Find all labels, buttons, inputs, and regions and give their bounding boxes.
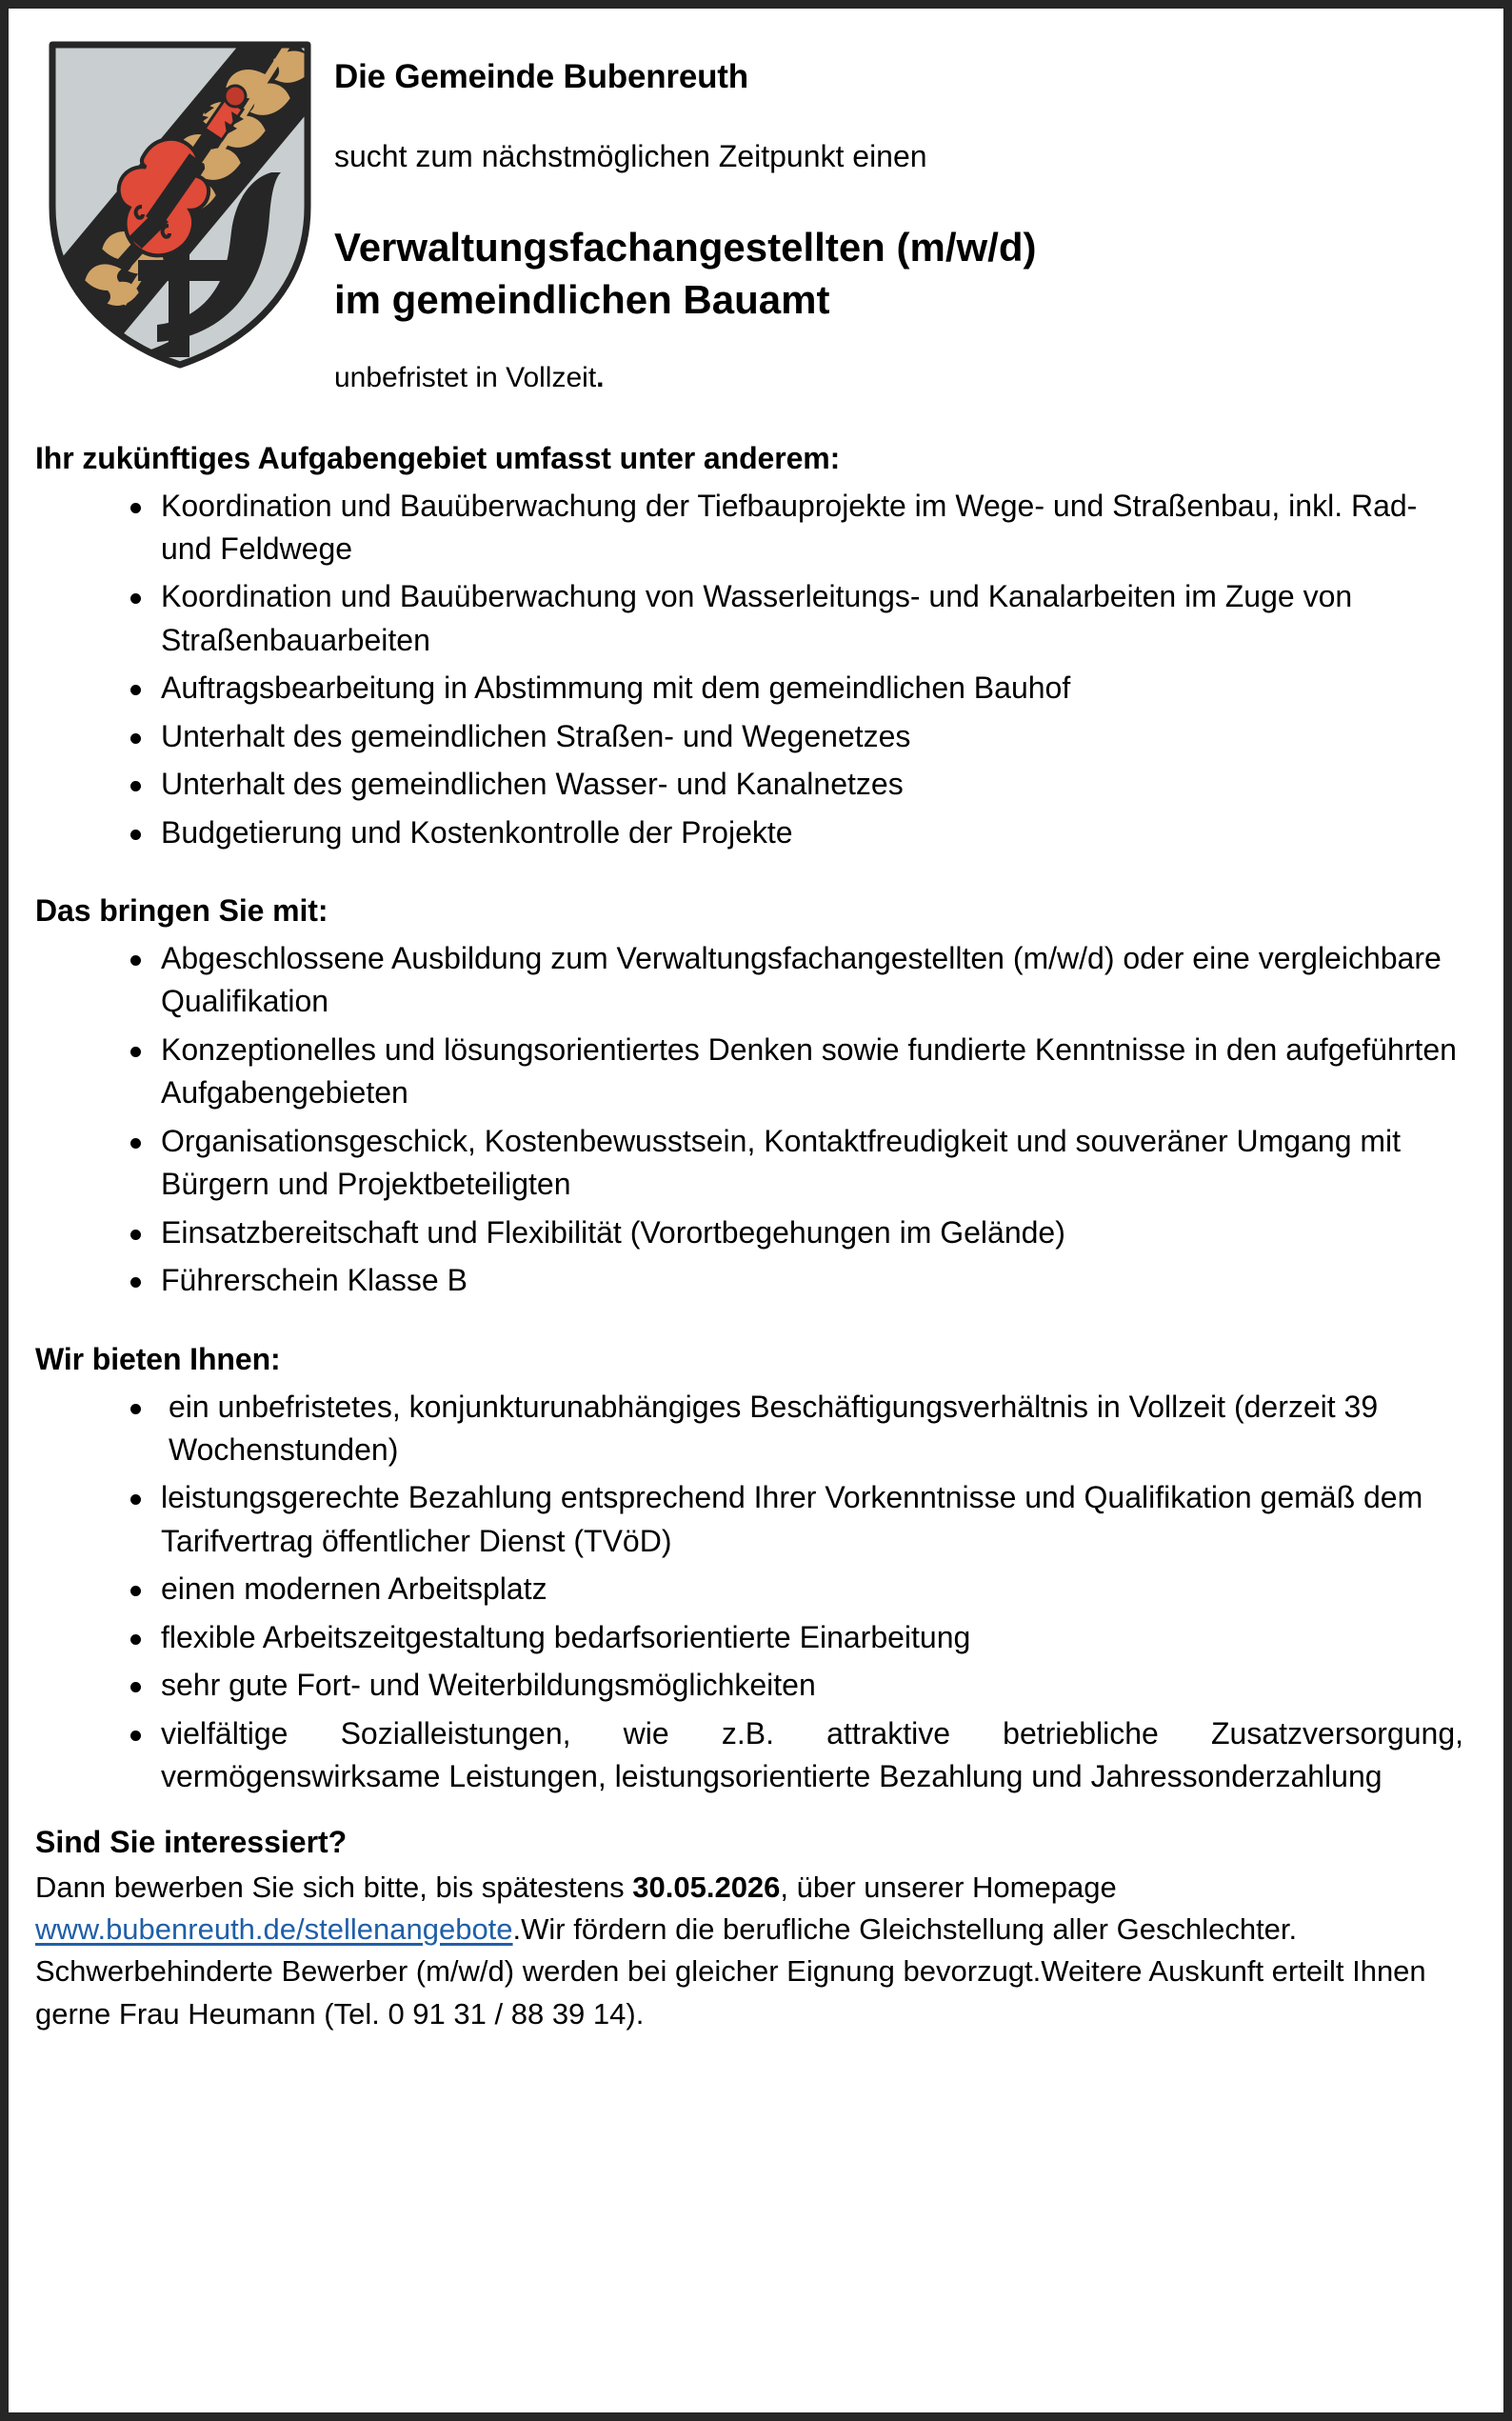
- section-heading-angebot: Wir bieten Ihnen:: [35, 1341, 281, 1376]
- application-deadline: 30.05.2026: [632, 1871, 781, 1905]
- list-item: Koordination und Bauüberwachung der Tiefbauprojekte im Wege- und Straßenbau, inkl. Rad- und Feldwege: [35, 485, 1469, 571]
- section-heading-anforderungen: Das bringen Sie mit:: [35, 893, 328, 929]
- closing-text: .Wir fördern die berufliche Gleichstellung aller Geschlechter. Schwerbehinderte Bewerber (m/w/d) werden bei gleicher Eignung bevorzugt.Weitere Auskunft erteilt Ihnen gerne Frau Heumann (Tel. 0 91 31 / 88 39 14).: [35, 1912, 1426, 2031]
- section-spacer: [35, 859, 1469, 891]
- job-title-line-1: Verwaltungsfachangestellten (m/w/d): [334, 224, 1037, 270]
- list-aufgabengebiet: [35, 485, 1469, 855]
- list-item: Konzeptionelles und lösungsorientiertes Denken sowie fundierte Kenntnisse in den aufgeführten Aufgabengebieten: [35, 1029, 1469, 1115]
- list-item: Auftragsbearbeitung in Abstimmung mit dem gemeindlichen Bauhof: [35, 667, 1469, 710]
- list-item: Koordination und Bauüberwachung von Wasserleitungs- und Kanalarbeiten im Zuge von Straßenbauarbeiten: [35, 575, 1469, 662]
- list-item: Unterhalt des gemeindlichen Wasser- und Kanalnetzes: [35, 763, 1469, 806]
- list-item: Einsatzbereitschaft und Flexibilität (Vorortbegehungen im Gelände): [35, 1211, 1469, 1254]
- list-item: leistungsgerechte Bezahlung entsprechend Ihrer Vorkenntnisse und Qualifikation gemäß dem Tarifvertrag öffentlicher Dienst (TVöD): [35, 1476, 1469, 1563]
- page-inner: [9, 9, 1503, 2412]
- coat-of-arms-icon: [47, 39, 313, 370]
- application-instructions: [35, 1867, 1469, 2034]
- organization-name: Die Gemeinde Bubenreuth: [334, 58, 748, 95]
- section-angebot: [35, 1340, 1469, 1799]
- footer: [30, 1823, 1471, 2034]
- list-item: Organisationsgeschick, Kostenbewusstsein, Kontaktfreudigkeit und souveräner Umgang mit Bürgern und Projektbeteiligten: [35, 1120, 1469, 1207]
- list-item: Führerschein Klasse B: [35, 1259, 1469, 1302]
- list-item: ein unbefristetes, konjunkturunabhängiges Beschäftigungsverhältnis in Vollzeit (derzeit 39 Wochenstunden): [35, 1386, 1469, 1472]
- crest-container: [30, 30, 334, 370]
- seeking-line: sucht zum nächstmöglichen Zeitpunkt einen: [334, 139, 927, 174]
- list-anforderungen: [35, 937, 1469, 1303]
- section-spacer: [35, 1308, 1469, 1340]
- apply-prefix-text: Dann bewerben Sie sich bitte, bis spätestens: [35, 1871, 633, 1905]
- list-item: Abgeschlossene Ausbildung zum Verwaltungsfachangestellten (m/w/d) oder eine vergleichbare Qualifikation: [35, 937, 1469, 1024]
- list-item: flexible Arbeitszeitgestaltung bedarfsorientierte Einarbeitung: [35, 1616, 1469, 1659]
- contract-type-text: unbefristet in Vollzeit: [334, 361, 597, 393]
- homepage-link[interactable]: www.bubenreuth.de/stellenangebote: [35, 1912, 513, 1947]
- header-text-block: [334, 30, 1471, 395]
- list-item: Budgetierung und Kostenkontrolle der Projekte: [35, 811, 1469, 854]
- body-sections: [30, 439, 1471, 1799]
- header: [30, 30, 1471, 395]
- section-heading-aufgabengebiet: Ihr zukünftiges Aufgabengebiet umfasst unter anderem:: [35, 440, 841, 475]
- job-title-line-2: im gemeindlichen Bauamt: [334, 277, 830, 323]
- section-anforderungen: [35, 891, 1469, 1303]
- contract-type: [334, 361, 1471, 395]
- list-item: Unterhalt des gemeindlichen Straßen- und Wegenetzes: [35, 715, 1469, 758]
- footer-heading: Sind Sie interessiert?: [35, 1825, 348, 1860]
- list-angebot: [35, 1386, 1469, 1799]
- contract-type-punctuation: .: [596, 361, 605, 393]
- job-title: [334, 221, 1471, 327]
- list-item: sehr gute Fort- und Weiterbildungsmöglichkeiten: [35, 1664, 1469, 1707]
- apply-suffix-text: , über unserer Homepage: [780, 1871, 1117, 1905]
- list-item: vielfältige Sozialleistungen, wie z.B. attraktive betriebliche Zusatzversorgung, vermögenswirksame Leistungen, leistungsorientierte Bezahlung und Jahressonderzahlung: [35, 1712, 1469, 1799]
- section-aufgabengebiet: [35, 439, 1469, 855]
- list-item: einen modernen Arbeitsplatz: [35, 1568, 1469, 1611]
